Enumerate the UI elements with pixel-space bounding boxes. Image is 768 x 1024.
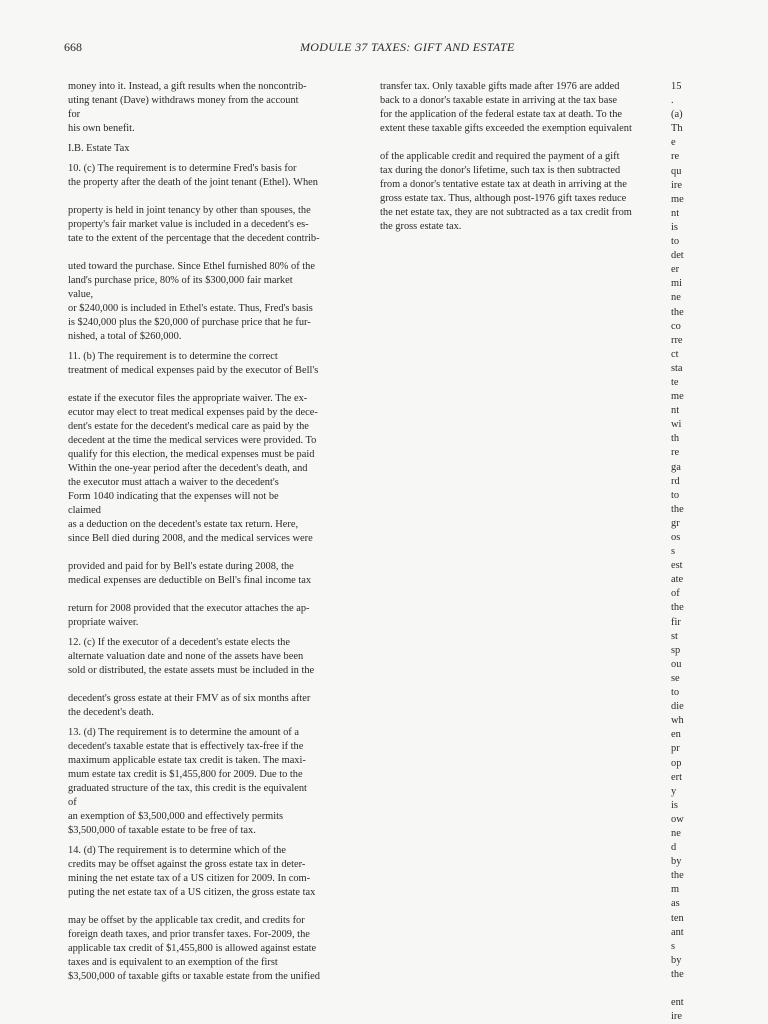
narrow-text-fragment: 15 bbox=[671, 81, 682, 92]
narrow-text-fragment: ten bbox=[671, 912, 684, 924]
narrow-text-fragment: sp bbox=[671, 644, 681, 656]
paragraph-gap bbox=[380, 136, 658, 150]
narrow-text-fragment: se bbox=[671, 672, 680, 684]
text-line: estate if the executor files the appropriate waiver. The ex- bbox=[68, 393, 308, 404]
text-line: 10. (c) The requirement is to determine Fred's basis for bbox=[68, 163, 297, 174]
narrow-text-fragment: os bbox=[671, 532, 681, 543]
narrow-text-fragment: m bbox=[671, 884, 680, 896]
narrow-text-fragment: to bbox=[671, 687, 680, 699]
text-line: treatment of medical expenses paid by the executor of Bell's bbox=[68, 365, 319, 376]
narrow-text-fragment: the bbox=[671, 503, 684, 515]
text-line: mum estate tax credit is $1,455,800 for 2009. Due to the bbox=[68, 769, 303, 780]
right-column bbox=[671, 80, 705, 1024]
text-line: $3,500,000 of taxable gifts or taxable estate from the unified bbox=[68, 971, 320, 982]
narrow-text-fragment: st bbox=[671, 630, 678, 642]
text-line: 14. (d) The requirement is to determine which of the bbox=[68, 845, 286, 856]
text-line: the executor must attach a waiver to the decedent's bbox=[68, 477, 279, 488]
narrow-text-fragment: the bbox=[671, 306, 684, 318]
narrow-text-fragment: ert bbox=[671, 771, 682, 783]
narrow-text-fragment: qu bbox=[671, 165, 682, 177]
narrow-text-fragment: te bbox=[671, 376, 679, 388]
text-line: maximum applicable estate tax credit is taken. The maxi- bbox=[68, 755, 306, 766]
text-line: credits may be offset against the gross estate tax in deter- bbox=[68, 859, 306, 870]
narrow-text-fragment: rd bbox=[671, 475, 680, 487]
narrow-text-fragment: ate bbox=[671, 574, 684, 586]
text-line: of bbox=[68, 797, 77, 808]
narrow-text-fragment: die bbox=[671, 701, 684, 713]
text-line: decedent's gross estate at their FMV as of six months after bbox=[68, 693, 311, 704]
text-line: the net estate tax, they are not subtracted as a tax credit from bbox=[380, 207, 632, 218]
narrow-text-fragment: ne bbox=[671, 827, 681, 839]
middle-column bbox=[380, 80, 658, 234]
narrow-text-fragment: as bbox=[671, 898, 680, 910]
text-line: from a donor's tentative estate tax at death in arriving at the bbox=[380, 179, 627, 190]
text-line: claimed bbox=[68, 505, 101, 516]
text-line: value, bbox=[68, 289, 94, 300]
text-line: or $240,000 is included in Ethel's estate. Thus, Fred's basis bbox=[68, 303, 313, 314]
narrow-text-fragment: wh bbox=[671, 715, 684, 727]
narrow-text-fragment: th bbox=[671, 433, 680, 445]
narrow-text-fragment: det bbox=[671, 250, 684, 262]
text-line: foreign death taxes, and prior transfer taxes. For-2009, the bbox=[68, 929, 310, 940]
text-line: money into it. Instead, a gift results when the noncontrib- bbox=[68, 81, 307, 92]
narrow-text-fragment: of bbox=[671, 588, 680, 600]
narrow-text-fragment: the bbox=[671, 968, 684, 980]
narrow-text-fragment: er bbox=[671, 264, 680, 276]
text-line: decedent's taxable estate that is effectively tax-free if the bbox=[68, 741, 304, 752]
text-line: medical expenses are deductible on Bell's final income tax bbox=[68, 575, 312, 586]
text-line: I.B. Estate Tax bbox=[68, 143, 130, 154]
narrow-text-fragment: the bbox=[671, 602, 684, 614]
paragraph-gap bbox=[68, 246, 358, 260]
narrow-text-fragment: to bbox=[671, 236, 680, 248]
text-line: 11. (b) The requirement is to determine the correct bbox=[68, 351, 278, 362]
text-line: the gross estate tax. bbox=[380, 221, 462, 232]
paragraph-gap bbox=[68, 378, 358, 392]
narrow-text-fragment: op bbox=[671, 757, 682, 769]
text-line: qualify for this election, the medical expenses must be paid bbox=[68, 449, 315, 460]
text-line: may be offset by the applicable tax credit, and credits for bbox=[68, 915, 305, 926]
text-line: taxes and is equivalent to an exemption of the first bbox=[68, 957, 278, 968]
text-line: decedent at the time the medical services were provided. To bbox=[68, 435, 317, 446]
text-line: mining the net estate tax of a US citizen for 2009. In com- bbox=[68, 873, 311, 884]
paragraph-gap bbox=[68, 900, 358, 914]
text-line: transfer tax. Only taxable gifts made after 1976 are added bbox=[380, 81, 620, 92]
narrow-text-fragment: by bbox=[671, 954, 682, 966]
narrow-text-fragment: e bbox=[671, 137, 676, 149]
narrow-text-fragment: ent bbox=[671, 997, 684, 1009]
paragraph-gap bbox=[68, 588, 358, 602]
narrow-text-fragment: nt bbox=[671, 405, 680, 417]
narrow-text-fragment: y bbox=[671, 785, 677, 797]
text-line: is $240,000 plus the $20,000 of purchase price that he fur- bbox=[68, 317, 311, 328]
narrow-text-fragment: me bbox=[671, 391, 684, 403]
narrow-text-fragment: fir bbox=[671, 616, 681, 628]
text-line: graduated structure of the tax, this credit is the equivalent bbox=[68, 783, 307, 794]
narrow-text-fragment: Th bbox=[671, 123, 683, 135]
narrow-text-fragment: ant bbox=[671, 926, 684, 938]
narrow-text-fragment: to bbox=[671, 489, 680, 501]
narrow-text-fragment: pr bbox=[671, 743, 680, 755]
narrow-text-fragment: ow bbox=[671, 813, 684, 825]
text-line: dent's estate for the decedent's medical care as paid by the bbox=[68, 421, 309, 432]
narrow-text-fragment: me bbox=[671, 193, 684, 205]
narrow-text-fragment: co bbox=[671, 320, 681, 332]
text-line: gross estate tax. Thus, although post-1976 gift taxes reduce bbox=[380, 193, 627, 204]
narrow-text-fragment: ne bbox=[671, 292, 681, 304]
narrow-text-fragment: s bbox=[671, 546, 676, 558]
narrow-text-fragment: ire bbox=[671, 179, 682, 191]
narrow-text-fragment: ou bbox=[671, 658, 682, 670]
text-line: nished, a total of $260,000. bbox=[68, 331, 182, 342]
text-line: 12. (c) If the executor of a decedent's estate elects the bbox=[68, 637, 290, 648]
narrow-text-fragment: . bbox=[671, 95, 674, 107]
text-line: his own benefit. bbox=[68, 123, 135, 134]
narrow-text-fragment: mi bbox=[671, 278, 682, 290]
narrow-text-fragment: the bbox=[671, 870, 684, 882]
narrow-text-fragment: nt bbox=[671, 207, 680, 219]
narrow-text-fragment: ire bbox=[671, 1011, 682, 1023]
text-line: propriate waiver. bbox=[68, 617, 139, 628]
text-line: an exemption of $3,500,000 and effectively permits bbox=[68, 811, 284, 822]
text-line: the property after the death of the joint tenant (Ethel). When bbox=[68, 177, 318, 188]
text-line: 13. (d) The requirement is to determine the amount of a bbox=[68, 727, 299, 738]
narrow-text-fragment: is bbox=[671, 799, 678, 811]
left-column bbox=[68, 80, 358, 984]
text-line: ecutor may elect to treat medical expenses paid by the dece- bbox=[68, 407, 318, 418]
text-line: uted toward the purchase. Since Ethel furnished 80% of the bbox=[68, 261, 315, 272]
paragraph-gap bbox=[68, 678, 358, 692]
text-line: extent these taxable gifts exceeded the exemption equivalent bbox=[380, 123, 632, 134]
text-line: for the application of the federal estate tax at death. To the bbox=[380, 109, 623, 120]
narrow-text-fragment: (a) bbox=[671, 109, 683, 121]
narrow-text-fragment: ga bbox=[671, 461, 681, 473]
narrow-text-fragment: sta bbox=[671, 362, 683, 374]
narrow-text-fragment: gr bbox=[671, 517, 680, 529]
narrow-text-fragment: rre bbox=[671, 334, 683, 346]
text-line: of the applicable credit and required the payment of a gift bbox=[380, 151, 620, 162]
narrow-text-fragment: by bbox=[671, 856, 682, 868]
narrow-text-fragment: is bbox=[671, 221, 678, 233]
text-line: sold or distributed, the estate assets must be included in the bbox=[68, 665, 315, 676]
text-line: alternate valuation date and none of the assets have been bbox=[68, 651, 304, 662]
text-line: property is held in joint tenancy by other than spouses, the bbox=[68, 205, 311, 216]
text-line: uting tenant (Dave) withdraws money from the account bbox=[68, 95, 299, 106]
narrow-text-fragment: ct bbox=[671, 348, 679, 360]
text-line: Form 1040 indicating that the expenses will not be bbox=[68, 491, 279, 502]
paragraph-gap bbox=[68, 190, 358, 204]
text-line: return for 2008 provided that the executor attaches the ap- bbox=[68, 603, 310, 614]
narrow-text-fragment: s bbox=[671, 940, 676, 952]
narrow-text-fragment: en bbox=[671, 729, 681, 741]
narrow-text-fragment: re bbox=[671, 447, 680, 459]
narrow-text-fragment bbox=[671, 982, 705, 996]
text-line: tax during the donor's lifetime, such tax is then subtracted bbox=[380, 165, 621, 176]
text-line: back to a donor's taxable estate in arriving at the tax base bbox=[380, 95, 618, 106]
text-line: as a deduction on the decedent's estate tax return. Here, bbox=[68, 519, 299, 530]
running-header: MODULE 37 TAXES: GIFT AND ESTATE bbox=[300, 40, 515, 54]
text-line: tate to the extent of the percentage that the decedent contrib- bbox=[68, 233, 320, 244]
page-number: 668 bbox=[64, 40, 82, 54]
text-line: since Bell died during 2008, and the medical services were bbox=[68, 533, 313, 544]
narrow-text-fragment: re bbox=[671, 151, 680, 163]
paragraph-gap bbox=[68, 546, 358, 560]
text-line: puting the net estate tax of a US citizen, the gross estate tax bbox=[68, 887, 316, 898]
text-line: provided and paid for by Bell's estate during 2008, the bbox=[68, 561, 294, 572]
text-line: Within the one-year period after the decedent's death, and bbox=[68, 463, 308, 474]
narrow-text-fragment: est bbox=[671, 560, 683, 572]
narrow-text-fragment: d bbox=[671, 842, 677, 854]
narrow-text-fragment: wi bbox=[671, 419, 682, 431]
text-line: land's purchase price, 80% of its $300,000 fair market bbox=[68, 275, 293, 286]
text-line: for bbox=[68, 109, 81, 120]
text-line: applicable tax credit of $1,455,800 is allowed against estate bbox=[68, 943, 317, 954]
text-line: property's fair market value is included in a decedent's es- bbox=[68, 219, 309, 230]
text-line: $3,500,000 of taxable estate to be free of tax. bbox=[68, 825, 256, 836]
text-line: the decedent's death. bbox=[68, 707, 154, 718]
